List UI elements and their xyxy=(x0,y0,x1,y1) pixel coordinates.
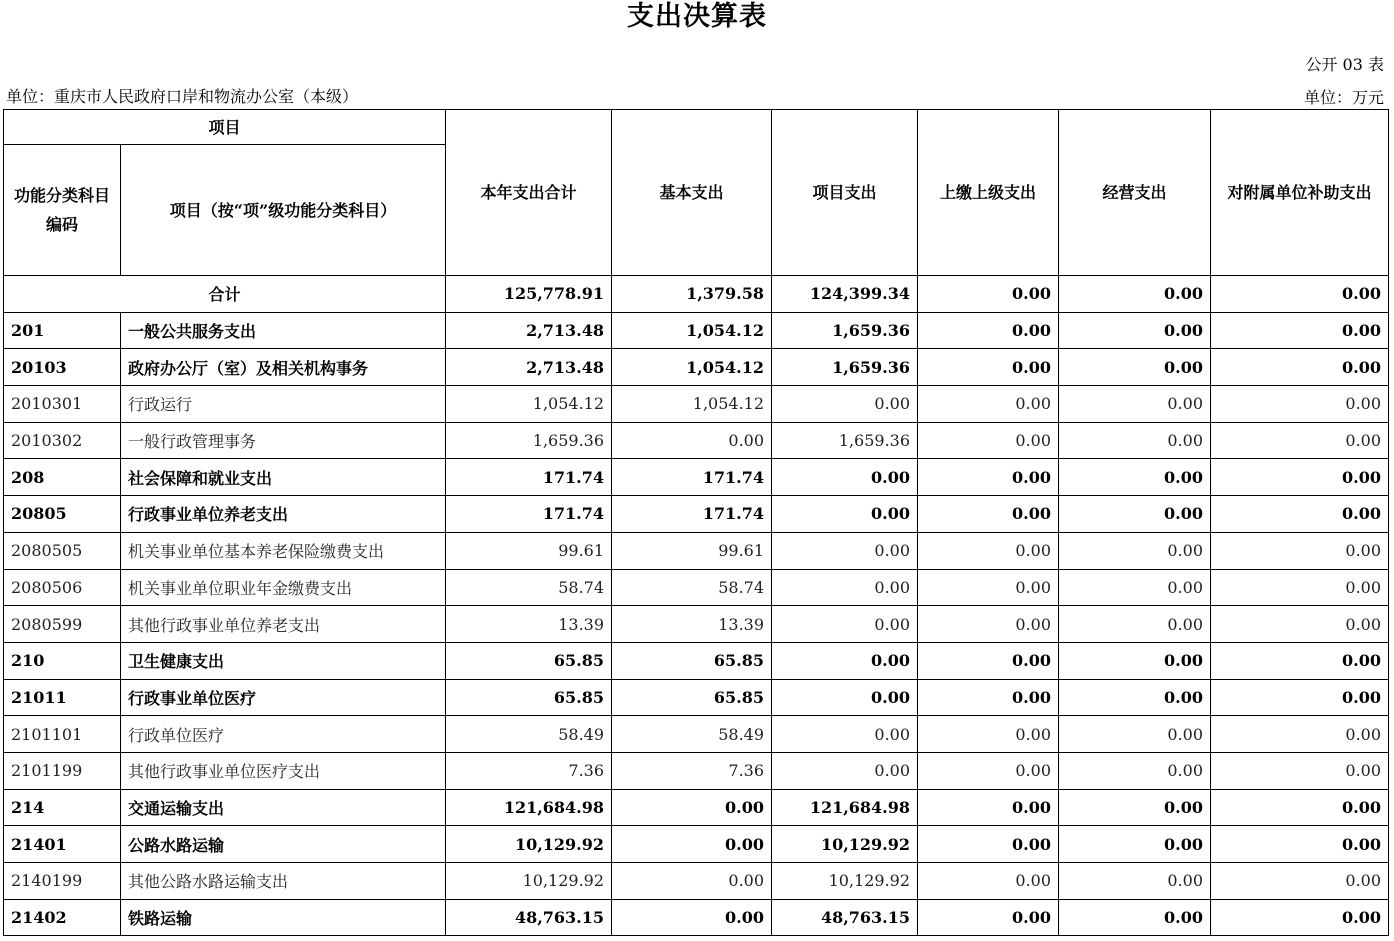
row-code: 21402 xyxy=(4,899,121,936)
row-value: 0.00 xyxy=(1211,863,1389,900)
row-code: 2010301 xyxy=(4,386,121,423)
row-value: 0.00 xyxy=(612,422,772,459)
row-value: 0.00 xyxy=(772,679,918,716)
row-value: 0.00 xyxy=(918,642,1059,679)
row-value: 0.00 xyxy=(1059,386,1211,423)
row-code: 21401 xyxy=(4,826,121,863)
row-value: 0.00 xyxy=(918,532,1059,569)
form-number: 公开 03 表 xyxy=(1305,55,1384,74)
header-project: 项目支出 xyxy=(772,110,918,276)
row-name: 机关事业单位基本养老保险缴费支出 xyxy=(121,532,446,569)
row-code: 208 xyxy=(4,459,121,496)
row-value: 0.00 xyxy=(772,532,918,569)
total-cell: 0.00 xyxy=(1211,276,1389,313)
row-name: 行政单位医疗 xyxy=(121,716,446,753)
table-row xyxy=(4,642,1389,679)
row-value: 13.39 xyxy=(446,606,612,643)
row-value: 0.00 xyxy=(772,459,918,496)
row-value: 1,659.36 xyxy=(772,422,918,459)
table-body xyxy=(4,276,1389,936)
table-row xyxy=(4,349,1389,386)
row-value: 0.00 xyxy=(1059,752,1211,789)
row-value: 0.00 xyxy=(918,899,1059,936)
row-value: 7.36 xyxy=(612,752,772,789)
row-value: 0.00 xyxy=(918,569,1059,606)
total-label: 合计 xyxy=(4,276,446,313)
row-code: 20103 xyxy=(4,349,121,386)
row-value: 0.00 xyxy=(918,606,1059,643)
row-value: 0.00 xyxy=(918,349,1059,386)
row-value: 1,054.12 xyxy=(612,386,772,423)
table-row xyxy=(4,752,1389,789)
total-cell: 0.00 xyxy=(1059,276,1211,313)
row-value: 0.00 xyxy=(1211,642,1389,679)
row-name: 卫生健康支出 xyxy=(121,642,446,679)
row-value: 0.00 xyxy=(1211,349,1389,386)
row-code: 2101101 xyxy=(4,716,121,753)
row-value: 0.00 xyxy=(1211,716,1389,753)
row-value: 1,054.12 xyxy=(612,349,772,386)
row-value: 0.00 xyxy=(1059,679,1211,716)
row-value: 0.00 xyxy=(772,606,918,643)
header-subsidy: 对附属单位补助支出 xyxy=(1211,110,1389,276)
table-row xyxy=(4,312,1389,349)
table-row xyxy=(4,789,1389,826)
row-name: 机关事业单位职业年金缴费支出 xyxy=(121,569,446,606)
row-value: 0.00 xyxy=(1211,606,1389,643)
header-item-group: 项目 xyxy=(4,110,446,145)
row-code: 201 xyxy=(4,312,121,349)
row-value: 2,713.48 xyxy=(446,312,612,349)
row-name: 铁路运输 xyxy=(121,899,446,936)
row-value: 0.00 xyxy=(1059,349,1211,386)
row-name: 社会保障和就业支出 xyxy=(121,459,446,496)
row-value: 65.85 xyxy=(612,679,772,716)
row-value: 0.00 xyxy=(1059,826,1211,863)
row-name: 行政事业单位养老支出 xyxy=(121,496,446,533)
row-name: 行政事业单位医疗 xyxy=(121,679,446,716)
report-title: 支出决算表 xyxy=(627,1,767,32)
row-code: 2080505 xyxy=(4,532,121,569)
row-value: 99.61 xyxy=(446,532,612,569)
table-row xyxy=(4,899,1389,936)
row-value: 13.39 xyxy=(612,606,772,643)
expenditure-table xyxy=(3,109,1389,936)
header-business: 经营支出 xyxy=(1059,110,1211,276)
header-code: 功能分类科目编码 xyxy=(4,145,121,276)
row-value: 0.00 xyxy=(1211,532,1389,569)
row-value: 0.00 xyxy=(772,386,918,423)
row-value: 0.00 xyxy=(1059,569,1211,606)
row-name: 其他行政事业单位医疗支出 xyxy=(121,752,446,789)
currency-unit: 单位：万元 xyxy=(1303,88,1384,107)
row-value: 0.00 xyxy=(918,752,1059,789)
row-code: 214 xyxy=(4,789,121,826)
row-value: 0.00 xyxy=(1059,716,1211,753)
table-row xyxy=(4,422,1389,459)
row-value: 0.00 xyxy=(772,716,918,753)
row-value: 171.74 xyxy=(612,459,772,496)
row-value: 0.00 xyxy=(918,679,1059,716)
row-value: 10,129.92 xyxy=(772,826,918,863)
row-value: 0.00 xyxy=(1211,826,1389,863)
row-value: 0.00 xyxy=(612,863,772,900)
organization-unit: 单位：重庆市人民政府口岸和物流办公室（本级） xyxy=(6,87,359,106)
row-value: 0.00 xyxy=(1059,496,1211,533)
row-value: 1,054.12 xyxy=(612,312,772,349)
table-row xyxy=(4,532,1389,569)
row-value: 171.74 xyxy=(612,496,772,533)
row-code: 2140199 xyxy=(4,863,121,900)
row-value: 1,659.36 xyxy=(772,349,918,386)
row-value: 0.00 xyxy=(612,899,772,936)
row-name: 行政运行 xyxy=(121,386,446,423)
table-row xyxy=(4,863,1389,900)
table-row xyxy=(4,679,1389,716)
row-value: 0.00 xyxy=(1059,532,1211,569)
row-value: 7.36 xyxy=(446,752,612,789)
row-value: 121,684.98 xyxy=(446,789,612,826)
total-cell: 1,379.58 xyxy=(612,276,772,313)
row-value: 0.00 xyxy=(1211,752,1389,789)
row-value: 0.00 xyxy=(918,386,1059,423)
row-code: 2080599 xyxy=(4,606,121,643)
row-name: 政府办公厅（室）及相关机构事务 xyxy=(121,349,446,386)
row-code: 2101199 xyxy=(4,752,121,789)
row-value: 0.00 xyxy=(918,826,1059,863)
table-row xyxy=(4,716,1389,753)
row-value: 65.85 xyxy=(612,642,772,679)
row-value: 0.00 xyxy=(1211,496,1389,533)
table-row xyxy=(4,606,1389,643)
table-row xyxy=(4,569,1389,606)
row-value: 0.00 xyxy=(1059,422,1211,459)
row-value: 1,659.36 xyxy=(446,422,612,459)
row-code: 210 xyxy=(4,642,121,679)
header-total: 本年支出合计 xyxy=(446,110,612,276)
row-value: 0.00 xyxy=(772,496,918,533)
row-value: 58.74 xyxy=(612,569,772,606)
row-value: 10,129.92 xyxy=(772,863,918,900)
row-value: 0.00 xyxy=(918,496,1059,533)
row-name: 其他公路水路运输支出 xyxy=(121,863,446,900)
row-value: 0.00 xyxy=(1211,386,1389,423)
header-basic: 基本支出 xyxy=(612,110,772,276)
row-value: 0.00 xyxy=(918,459,1059,496)
row-value: 0.00 xyxy=(772,752,918,789)
row-value: 58.49 xyxy=(446,716,612,753)
row-value: 171.74 xyxy=(446,496,612,533)
row-value: 0.00 xyxy=(1059,863,1211,900)
row-value: 0.00 xyxy=(612,789,772,826)
table-row xyxy=(4,826,1389,863)
row-value: 0.00 xyxy=(1211,459,1389,496)
total-cell: 125,778.91 xyxy=(446,276,612,313)
row-value: 48,763.15 xyxy=(772,899,918,936)
row-value: 0.00 xyxy=(1211,679,1389,716)
table-row xyxy=(4,496,1389,533)
row-value: 0.00 xyxy=(1059,899,1211,936)
row-value: 58.74 xyxy=(446,569,612,606)
total-cell: 0.00 xyxy=(918,276,1059,313)
row-value: 0.00 xyxy=(1211,569,1389,606)
row-value: 1,659.36 xyxy=(772,312,918,349)
row-value: 2,713.48 xyxy=(446,349,612,386)
row-value: 0.00 xyxy=(918,789,1059,826)
row-value: 65.85 xyxy=(446,642,612,679)
row-value: 0.00 xyxy=(918,716,1059,753)
row-value: 0.00 xyxy=(1211,422,1389,459)
row-code: 21011 xyxy=(4,679,121,716)
row-value: 99.61 xyxy=(612,532,772,569)
row-value: 65.85 xyxy=(446,679,612,716)
row-value: 0.00 xyxy=(1211,312,1389,349)
row-value: 0.00 xyxy=(1059,789,1211,826)
row-code: 2080506 xyxy=(4,569,121,606)
row-value: 0.00 xyxy=(612,826,772,863)
row-name: 其他行政事业单位养老支出 xyxy=(121,606,446,643)
row-value: 0.00 xyxy=(772,642,918,679)
row-value: 10,129.92 xyxy=(446,863,612,900)
row-name: 交通运输支出 xyxy=(121,789,446,826)
row-value: 0.00 xyxy=(1059,459,1211,496)
row-value: 0.00 xyxy=(918,863,1059,900)
row-name: 一般公共服务支出 xyxy=(121,312,446,349)
row-value: 0.00 xyxy=(1211,789,1389,826)
row-value: 0.00 xyxy=(1059,312,1211,349)
row-value: 0.00 xyxy=(1059,642,1211,679)
table-row xyxy=(4,386,1389,423)
row-value: 58.49 xyxy=(612,716,772,753)
row-code: 20805 xyxy=(4,496,121,533)
header-upper: 上缴上级支出 xyxy=(918,110,1059,276)
row-value: 0.00 xyxy=(1059,606,1211,643)
row-code: 2010302 xyxy=(4,422,121,459)
row-value: 1,054.12 xyxy=(446,386,612,423)
table-row xyxy=(4,459,1389,496)
row-value: 0.00 xyxy=(1211,899,1389,936)
row-name: 公路水路运输 xyxy=(121,826,446,863)
total-cell: 124,399.34 xyxy=(772,276,918,313)
row-name: 一般行政管理事务 xyxy=(121,422,446,459)
header-name: 项目（按“项”级功能分类科目） xyxy=(121,145,446,276)
row-value: 10,129.92 xyxy=(446,826,612,863)
total-row xyxy=(4,276,1389,313)
row-value: 121,684.98 xyxy=(772,789,918,826)
row-value: 0.00 xyxy=(772,569,918,606)
row-value: 171.74 xyxy=(446,459,612,496)
row-value: 0.00 xyxy=(918,422,1059,459)
row-value: 48,763.15 xyxy=(446,899,612,936)
row-value: 0.00 xyxy=(918,312,1059,349)
